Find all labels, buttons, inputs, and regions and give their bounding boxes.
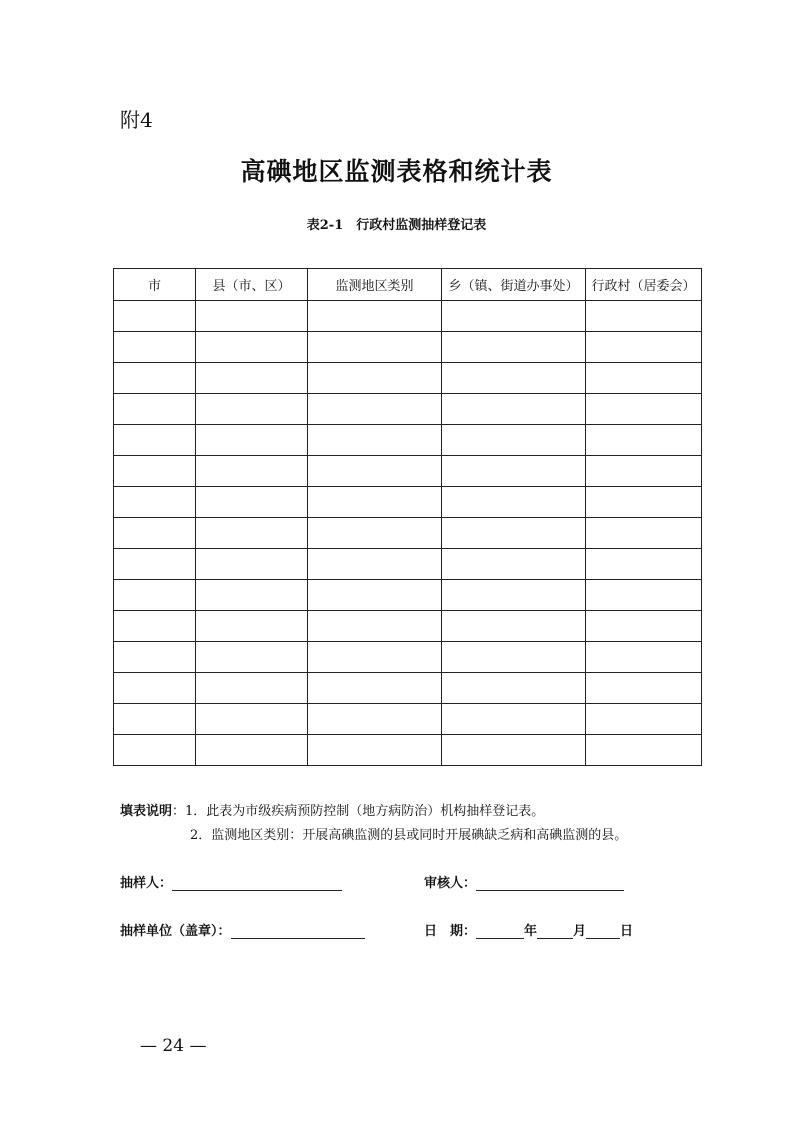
table-cell[interactable] [114, 332, 196, 363]
table-cell[interactable] [196, 735, 308, 766]
table-row [114, 611, 702, 642]
day-line[interactable] [586, 924, 620, 939]
table-header-row [114, 269, 702, 301]
sampling-register-table [113, 268, 702, 766]
table-cell[interactable] [196, 456, 308, 487]
unit-signature [120, 920, 365, 939]
table-cell[interactable] [308, 611, 442, 642]
table-row [114, 332, 702, 363]
table-cell[interactable] [114, 425, 196, 456]
table-cell[interactable] [586, 704, 702, 735]
table-cell[interactable] [442, 673, 586, 704]
table-cell[interactable] [196, 580, 308, 611]
table-cell[interactable] [586, 332, 702, 363]
table-cell[interactable] [586, 487, 702, 518]
note-item-2: 2．监测地区类别：开展高碘监测的县或同时开展碘缺乏病和高碘监测的县。 [190, 828, 628, 843]
attachment-label: 附4 [120, 108, 153, 132]
table-row [114, 487, 702, 518]
table-cell[interactable] [442, 363, 586, 394]
table-cell[interactable] [586, 518, 702, 549]
table-row [114, 642, 702, 673]
table-cell[interactable] [442, 456, 586, 487]
header-township: 乡（镇、街道办事处） [442, 269, 586, 301]
table-cell[interactable] [114, 580, 196, 611]
table-row [114, 549, 702, 580]
table-row [114, 425, 702, 456]
table-cell[interactable] [114, 735, 196, 766]
table-cell[interactable] [442, 394, 586, 425]
table-cell[interactable] [586, 642, 702, 673]
table-cell[interactable] [308, 735, 442, 766]
table-row [114, 704, 702, 735]
table-cell[interactable] [308, 301, 442, 332]
table-cell[interactable] [442, 735, 586, 766]
table-row [114, 363, 702, 394]
table-cell[interactable] [308, 642, 442, 673]
table-cell[interactable] [196, 611, 308, 642]
table-row [114, 580, 702, 611]
table-cell[interactable] [196, 518, 308, 549]
table-cell[interactable] [442, 301, 586, 332]
date-label: 日 期： [424, 924, 477, 939]
reviewer-signature [424, 872, 624, 891]
table-cell[interactable] [308, 363, 442, 394]
table-cell[interactable] [586, 425, 702, 456]
table-cell[interactable] [114, 363, 196, 394]
sampler-label: 抽样人： [120, 876, 173, 891]
sampler-line[interactable] [172, 876, 342, 891]
sampler-signature [120, 872, 342, 891]
table-cell[interactable] [196, 549, 308, 580]
table-cell[interactable] [586, 735, 702, 766]
reviewer-line[interactable] [476, 876, 624, 891]
table-cell[interactable] [442, 518, 586, 549]
table-cell[interactable] [114, 704, 196, 735]
day-label: 日 [620, 924, 634, 939]
table-cell[interactable] [586, 363, 702, 394]
table-cell[interactable] [586, 673, 702, 704]
table-cell[interactable] [114, 549, 196, 580]
table-cell[interactable] [114, 642, 196, 673]
table-cell[interactable] [196, 673, 308, 704]
table-cell[interactable] [308, 549, 442, 580]
reviewer-label: 审核人： [424, 876, 477, 891]
table-cell[interactable] [442, 332, 586, 363]
header-city: 市 [114, 269, 196, 301]
header-area-category: 监测地区类别 [308, 269, 442, 301]
date-field [424, 920, 633, 939]
table-cell[interactable] [308, 332, 442, 363]
table-row [114, 673, 702, 704]
table-cell[interactable] [586, 394, 702, 425]
table-cell[interactable] [308, 673, 442, 704]
notes-label: 填表说明 [120, 804, 173, 819]
page-title: 高碘地区监测表格和统计表 [240, 157, 553, 186]
month-label: 月 [573, 924, 587, 939]
table-row [114, 394, 702, 425]
year-line[interactable] [476, 924, 524, 939]
table-cell[interactable] [442, 642, 586, 673]
table-cell[interactable] [114, 394, 196, 425]
table-body [114, 301, 702, 766]
table-row [114, 735, 702, 766]
table-cell[interactable] [308, 425, 442, 456]
header-county: 县（市、区） [196, 269, 308, 301]
table-cell[interactable] [442, 487, 586, 518]
table-cell[interactable] [114, 456, 196, 487]
table-cell[interactable] [196, 301, 308, 332]
page-number: — 24 — [140, 1036, 207, 1056]
table-cell[interactable] [586, 611, 702, 642]
table-cell[interactable] [114, 611, 196, 642]
table-cell[interactable] [114, 518, 196, 549]
table-cell[interactable] [586, 549, 702, 580]
table-cell[interactable] [442, 704, 586, 735]
unit-label: 抽样单位（盖章）： [120, 924, 231, 939]
table-cell[interactable] [586, 580, 702, 611]
table-cell[interactable] [442, 611, 586, 642]
table-cell[interactable] [442, 425, 586, 456]
month-line[interactable] [537, 924, 573, 939]
table-cell[interactable] [196, 363, 308, 394]
table-cell[interactable] [196, 332, 308, 363]
table-row [114, 301, 702, 332]
table-cell[interactable] [586, 456, 702, 487]
table-subtitle: 表2-1 行政村监测抽样登记表 [306, 218, 487, 233]
table-cell[interactable] [196, 704, 308, 735]
header-village: 行政村（居委会） [586, 269, 702, 301]
table-cell[interactable] [442, 580, 586, 611]
fill-instructions [120, 800, 627, 848]
table-cell[interactable] [196, 425, 308, 456]
table-cell[interactable] [442, 549, 586, 580]
table-cell[interactable] [308, 704, 442, 735]
table-cell[interactable] [308, 394, 442, 425]
table-cell[interactable] [586, 301, 702, 332]
unit-line[interactable] [231, 924, 365, 939]
year-label: 年 [524, 924, 538, 939]
table-cell[interactable] [196, 487, 308, 518]
table-cell[interactable] [114, 487, 196, 518]
table-cell[interactable] [114, 673, 196, 704]
note-item-1: ：1．此表为市级疾病预防控制（地方病防治）机构抽样登记表。 [172, 804, 545, 819]
table-cell[interactable] [308, 456, 442, 487]
table-cell[interactable] [308, 487, 442, 518]
table-cell[interactable] [196, 394, 308, 425]
table-row [114, 518, 702, 549]
table-cell[interactable] [308, 580, 442, 611]
table-row [114, 456, 702, 487]
table-cell[interactable] [114, 301, 196, 332]
table-cell[interactable] [308, 518, 442, 549]
table-cell[interactable] [196, 642, 308, 673]
